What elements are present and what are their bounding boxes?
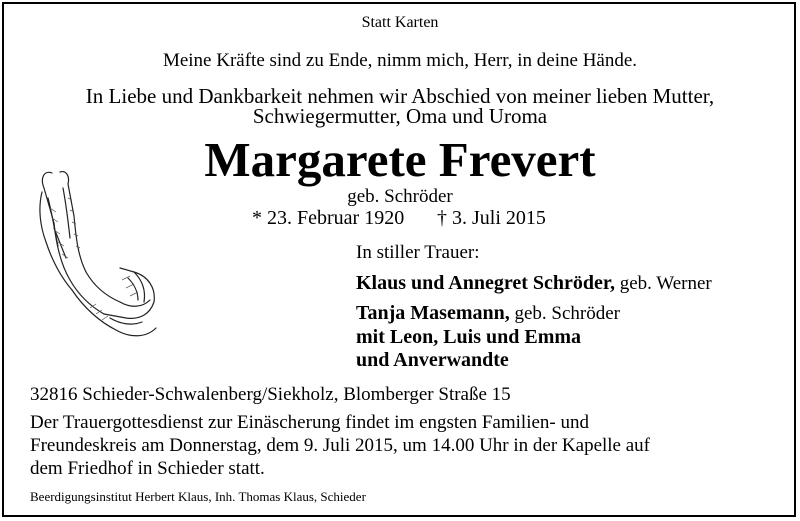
deceased-name: Margarete Frevert xyxy=(204,132,596,187)
intro-line-1: In Liebe und Dankbarkeit nehmen wir Abschied von meiner lieben Mutter, xyxy=(85,84,715,108)
header-text: Statt Karten xyxy=(361,14,439,31)
address-line: 32816 Schieder-Schwalenberg/Siekholz, Blomberger Straße 15 xyxy=(30,384,511,405)
mourner-2 xyxy=(356,303,620,323)
mourners-intro: In stiller Trauer: xyxy=(356,242,480,263)
intro-line-2: Schwiegermutter, Oma und Uroma xyxy=(252,104,548,128)
birth-date: * 23. Februar 1920 xyxy=(252,207,405,229)
verse-text: Meine Kräfte sind zu Ende, nimm mich, Herr, in deine Hände. xyxy=(162,50,638,71)
service-line-2: Freundeskreis am Donnerstag, dem 9. Juli 2015, um 14.00 Uhr in der Kapelle auf xyxy=(30,435,651,456)
maiden-name: geb. Schröder xyxy=(347,186,453,207)
mourner-2-maiden: geb. Schröder xyxy=(509,303,621,324)
service-line-1: Der Trauergottesdienst zur Einäscherung findet im engsten Familien- und xyxy=(30,412,589,433)
praying-hands-icon xyxy=(30,168,160,343)
death-date: † 3. Juli 2015 xyxy=(437,207,546,229)
service-line-3: dem Friedhof in Schieder statt. xyxy=(30,458,265,479)
mourner-1-maiden: geb. Werner xyxy=(614,273,712,294)
mourner-3: mit Leon, Luis und Emma xyxy=(356,326,582,348)
mourner-1 xyxy=(356,273,712,293)
undertaker-line: Beerdigungsinstitut Herbert Klaus, Inh. Thomas Klaus, Schieder xyxy=(30,489,366,504)
mourner-4: und Anverwandte xyxy=(356,349,509,371)
mourner-1-name: Klaus und Annegret Schröder, xyxy=(356,272,615,294)
mourner-2-name: Tanja Masemann, xyxy=(356,302,510,324)
